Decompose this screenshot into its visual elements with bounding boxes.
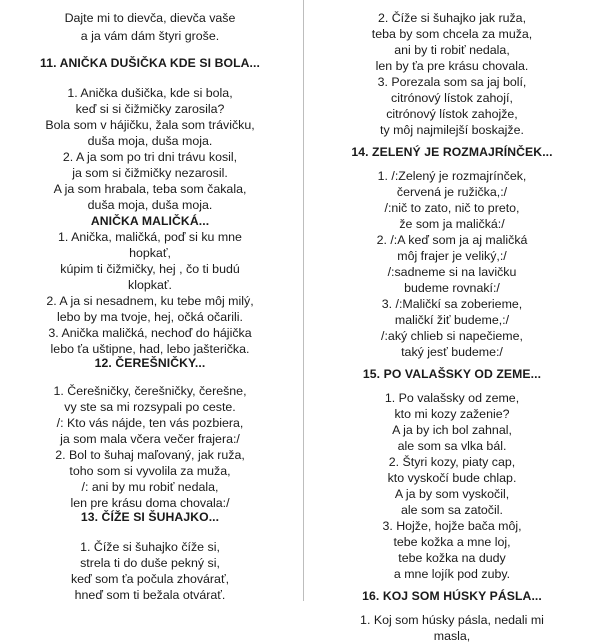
lyric-line: A ja som hrabala, teba som čakala, xyxy=(53,182,247,196)
lyric-line: masla, xyxy=(433,629,471,643)
lyric-line: 2. A ja si nesadnem, ku tebe môj milý, xyxy=(46,294,254,308)
lyric-line: ale som sa vlka bál. xyxy=(397,439,507,453)
lyric-line: klopkať. xyxy=(128,278,172,292)
lyric-line: 3. Anička maličká, nechoď do hájička xyxy=(48,326,252,340)
lyric-line: A ja by ich bol zahnal, xyxy=(392,423,512,437)
lyric-line: hneď som ti bežala otvárať. xyxy=(74,588,226,602)
lyric-line: /:sadneme si na lavičku xyxy=(387,265,517,279)
song-title: ANIČKA MALIČKÁ... xyxy=(90,214,210,228)
lyric-line: 1. Po valašsky od zeme, xyxy=(384,391,520,405)
lyric-line: /: Kto vás nájde, ten vás pozbiera, xyxy=(56,416,244,430)
lyric-line: /:aký chlieb si napečieme, xyxy=(381,329,523,343)
lyric-line: strela ti do duše pekný si, xyxy=(80,556,220,570)
lyric-line: keď som ťa počula zhovárať, xyxy=(70,572,230,586)
lyric-line: ale som sa zatočil. xyxy=(401,503,503,517)
lyric-line: kto mi kozy zaženie? xyxy=(394,407,510,421)
lyric-line: 3. /:Maličkí sa zoberieme, xyxy=(381,297,523,311)
lyric-line: citrónový lístok zahojí, xyxy=(391,91,513,105)
lyric-line: Bola som v hájičku, žala som trávičku, xyxy=(45,118,255,132)
song-title: 16. KOJ SOM HÚSKY PÁSLA... xyxy=(362,589,542,603)
lyric-line: 2. /:A keď som ja aj maličká xyxy=(376,233,528,247)
lyric-line: kúpim ti čižmičky, hej , čo ti budú xyxy=(60,262,240,276)
lyric-line: vy ste sa mi rozsypali po ceste. xyxy=(64,400,236,414)
lyric-line: tebe kožka na dudy xyxy=(398,551,506,565)
lyric-line: len pre krásu doma chovala:/ xyxy=(70,496,230,510)
lyric-line: môj frajer je veliký,:/ xyxy=(397,249,507,263)
lyric-line: 2. Bol to šuhaj maľovaný, jak ruža, xyxy=(55,448,245,462)
song-title: 15. PO VALAŠSKY OD ZEME... xyxy=(362,367,542,381)
lyric-line: 3. Hojže, hojže bača môj, xyxy=(382,519,522,533)
lyric-line: červená je ružička,:/ xyxy=(396,185,508,199)
lyric-line: Dajte mi to dievča, dievča vaše xyxy=(64,11,236,25)
lyric-line: ani by ti robiť nedala, xyxy=(394,43,510,57)
lyric-line: 2. A ja som po tri dni trávu kosil, xyxy=(62,150,238,164)
lyric-line: budeme rovnakí:/ xyxy=(404,281,500,295)
lyric-line: lebo ťa uštipne, had, lebo jašterička. xyxy=(50,342,250,356)
song-title: 13. ČÍŽE SI ŠUHAJKO... xyxy=(80,510,220,524)
lyric-line: teba by som chcela za muža, xyxy=(371,27,533,41)
song-title: 12. ČEREŠNIČKY... xyxy=(94,356,206,370)
lyric-line: taký jesť budeme:/ xyxy=(401,345,503,359)
lyric-line: kto vyskočí bude chlap. xyxy=(387,471,517,485)
lyric-line: 1. Koj som húsky pásla, nedali mi xyxy=(360,613,544,627)
song-title: 14. ZELENÝ JE ROZMAJRÍNČEK... xyxy=(351,145,553,159)
lyric-line: 1. Číže si šuhajko číže si, xyxy=(80,540,220,554)
lyric-line: toho som si vyvolila za muža, xyxy=(69,464,231,478)
lyric-line: duša moja, duša moja. xyxy=(87,198,213,212)
song-title: 11. ANIČKA DUŠIČKA KDE SI BOLA... xyxy=(40,56,260,70)
lyric-line: ja som si čižmičky nezarosil. xyxy=(72,166,228,180)
lyric-line: len by ťa pre krásu chovala. xyxy=(375,59,529,73)
lyric-line: 1. /:Zelený je rozmajrínček, xyxy=(377,169,527,183)
lyric-line: 1. Anička dušička, kde si bola, xyxy=(67,86,233,100)
lyric-line: lebo by ma tvoje, hej, očká očarili. xyxy=(57,310,243,324)
lyric-line: a ja vám dám štyri groše. xyxy=(80,29,220,43)
lyric-line: ja som mala včera večer frajera:/ xyxy=(60,432,240,446)
lyric-line: hopkať, xyxy=(129,246,171,260)
lyric-line: /: ani by mu robiť nedala, xyxy=(81,480,219,494)
lyric-line: 1. Anička, maličká, poď si ku mne xyxy=(58,230,242,244)
lyric-line: /:nič to zato, nič to preto, xyxy=(384,201,520,215)
lyric-line: keď si si čižmičky zarosila? xyxy=(75,102,225,116)
lyric-line: 2. Číže si šuhajko jak ruža, xyxy=(377,11,527,25)
lyric-line: duša moja, duša moja. xyxy=(87,134,213,148)
lyric-line: citrónový lístok zahojže, xyxy=(386,107,518,121)
lyric-line: tebe kožka a mne loj, xyxy=(393,535,511,549)
lyric-line: 3. Porezala som sa jaj bolí, xyxy=(377,75,527,89)
column-divider xyxy=(303,0,304,601)
lyric-line: 2. Štyri kozy, piaty cap, xyxy=(388,455,516,469)
lyric-line: ty môj najmilejší boskajže. xyxy=(380,123,524,137)
lyric-line: a mne lojík pod zuby. xyxy=(393,567,511,581)
lyric-line: že som ja maličká:/ xyxy=(399,217,505,231)
lyric-line: 1. Čerešničky, čerešničky, čerešne, xyxy=(53,384,247,398)
lyric-line: maličkí žiť budeme,:/ xyxy=(394,313,510,327)
lyric-line: A ja by som vyskočil, xyxy=(394,487,510,501)
